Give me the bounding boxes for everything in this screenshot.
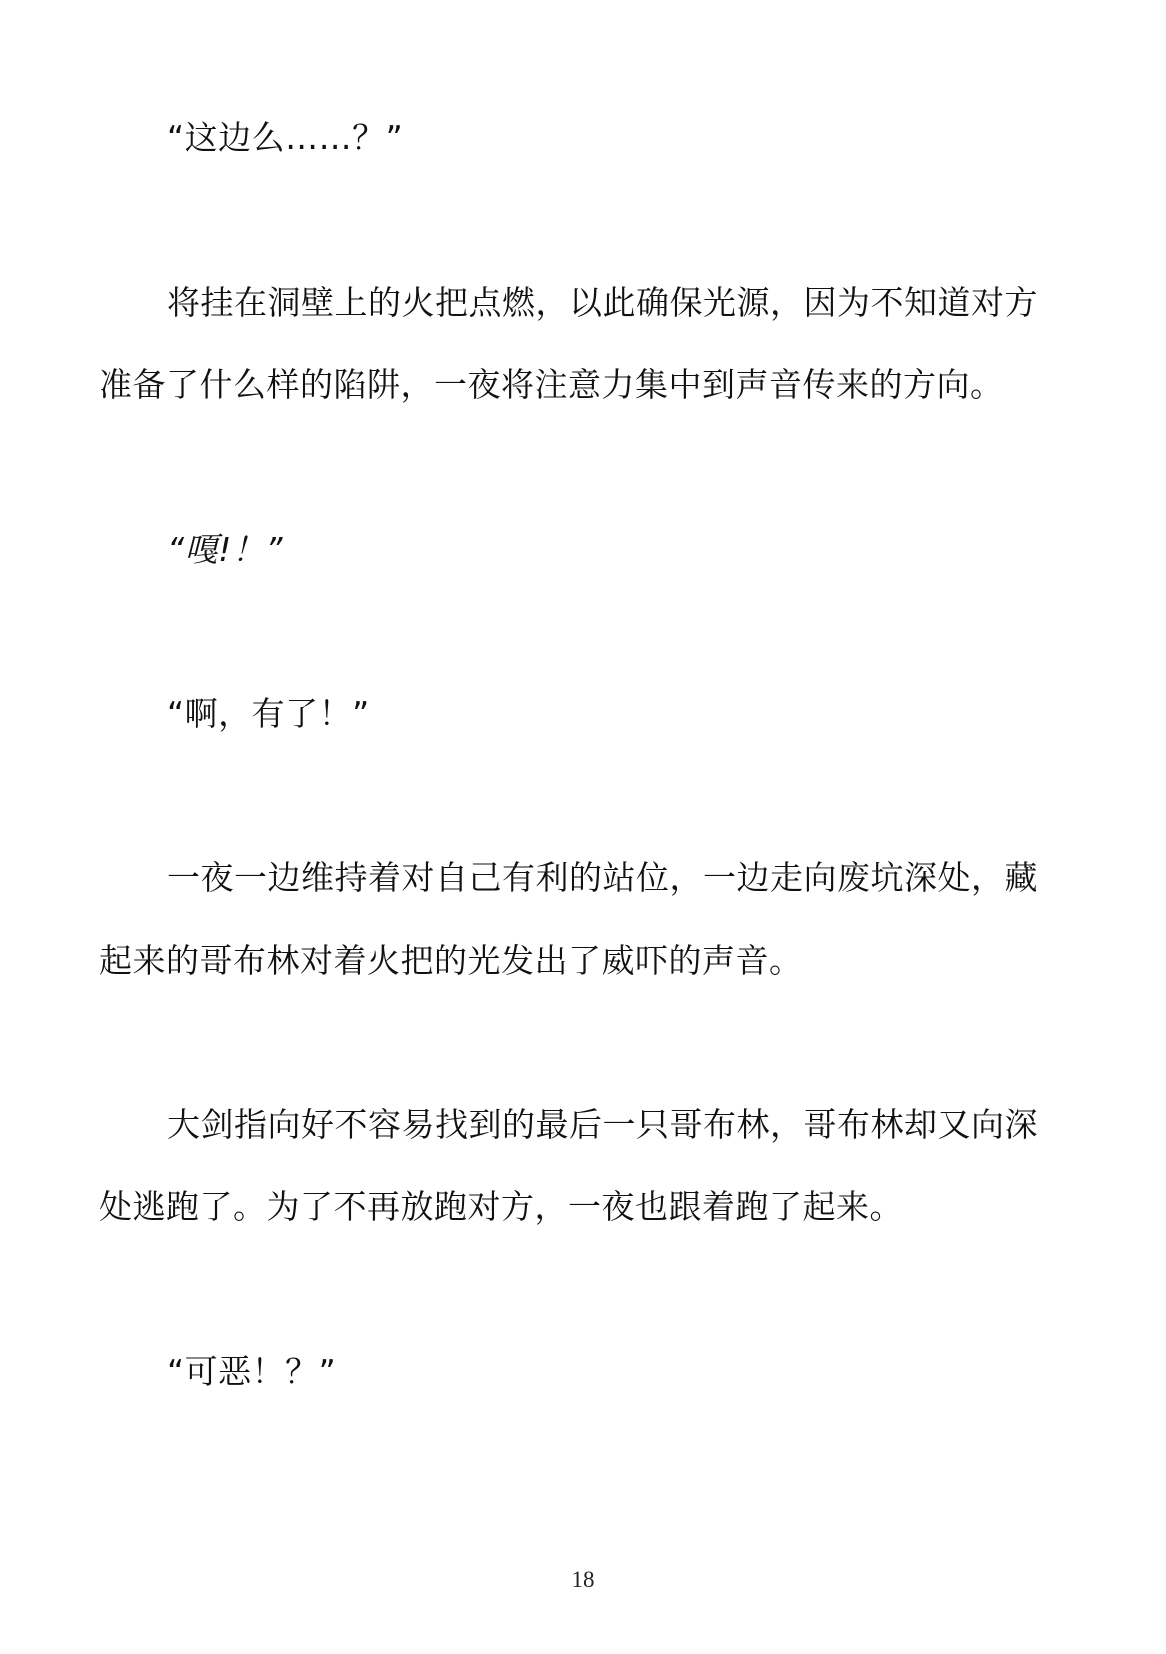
paragraph-5-line-1: 一夜一边维持着对自己有利的站位，一边走向废坑深处，藏 [167,858,1038,897]
page-number: 18 [571,1567,595,1592]
paragraph-2-line-2: 准备了什么样的陷阱，一夜将注意力集中到声音传来的方向。 [99,365,1004,404]
paragraph-6-line-2: 处逃跑了。为了不再放跑对方，一夜也跟着跑了起来。 [99,1187,903,1226]
paragraph-4-line-1: “啊，有了！” [167,694,370,733]
paragraph-1-line-1: “这边么……？” [167,118,404,157]
paragraph-7-line-1: “可恶！？” [167,1352,337,1391]
paragraph-5-line-2: 起来的哥布林对着火把的光发出了威吓的声音。 [99,941,803,980]
paragraph-3-line-1: “嘎!！” [167,530,283,569]
paragraph-6-line-1: 大剑指向好不容易找到的最后一只哥布林，哥布林却又向深 [167,1105,1038,1144]
paragraph-2-line-1: 将挂在洞壁上的火把点燃，以此确保光源，因为不知道对方 [167,283,1038,322]
